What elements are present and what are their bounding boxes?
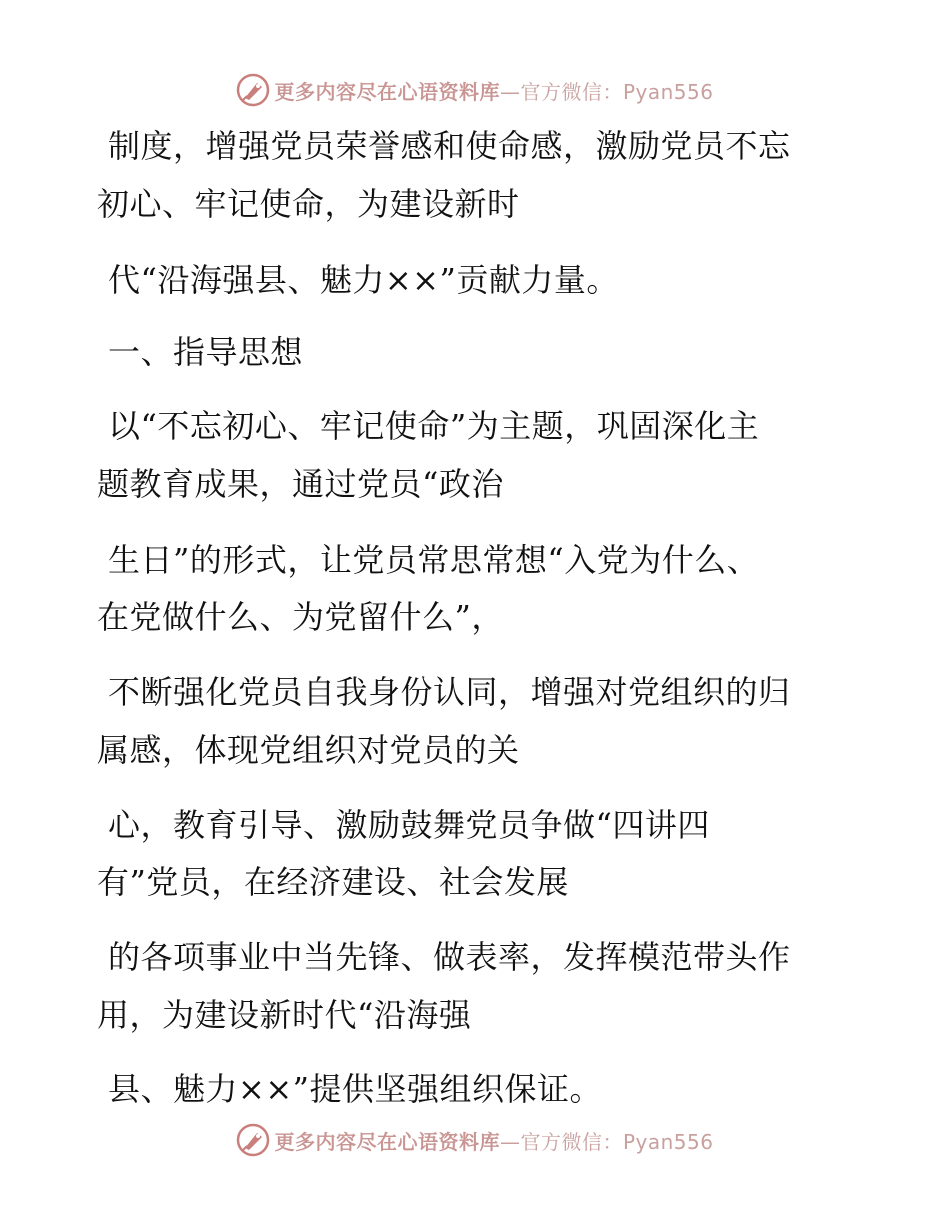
paragraph-1-line-2: 初心、牢记使命，为建设新时 — [97, 185, 520, 223]
paragraph-7-line-1: 的各项事业中当先锋、做表率，发挥模范带头作 — [108, 938, 791, 976]
paragraph-6-line-2: 有”党员，在经济建设、社会发展 — [97, 863, 569, 901]
watermark-contact: —官方微信：Pyan556 — [499, 79, 714, 104]
paragraph-4-line-2: 在党做什么、为党留什么”， — [97, 598, 504, 636]
watermark-footer — [0, 1120, 950, 1160]
paragraph-4-line-1: 生日”的形式，让党员常思常想“入党为什么、 — [108, 541, 760, 579]
paragraph-3-line-2: 题教育成果，通过党员“政治 — [97, 465, 504, 503]
paragraph-5-line-2: 属感，体现党组织对党员的关 — [97, 731, 520, 769]
paragraph-2-line-1: 代“沿海强县、魅力××”贡献力量。 — [108, 261, 619, 299]
paragraph-7-line-2: 用，为建设新时代“沿海强 — [97, 996, 472, 1034]
watermark-text — [274, 1126, 713, 1155]
watermark-contact: —官方微信：Pyan556 — [499, 1129, 714, 1154]
watermark-brand: 更多内容尽在心语资料库 — [274, 1129, 500, 1154]
paragraph-8-line-1: 县、魅力××”提供坚强组织保证。 — [108, 1070, 602, 1108]
paragraph-6-line-1: 心，教育引导、激励鼓舞党员争做“四讲四 — [108, 806, 710, 844]
watermark-brand: 更多内容尽在心语资料库 — [274, 79, 500, 104]
paragraph-5-line-1: 不断强化党员自我身份认同，增强对党组织的归 — [108, 673, 791, 711]
section-heading: 一、指导思想 — [108, 333, 304, 371]
paragraph-1-line-1: 制度，增强党员荣誉感和使命感，激励党员不忘 — [108, 127, 791, 165]
paragraph-3-line-1: 以“不忘初心、牢记使命”为主题，巩固深化主 — [108, 407, 760, 445]
pen-nib-logo-icon — [236, 1123, 270, 1157]
